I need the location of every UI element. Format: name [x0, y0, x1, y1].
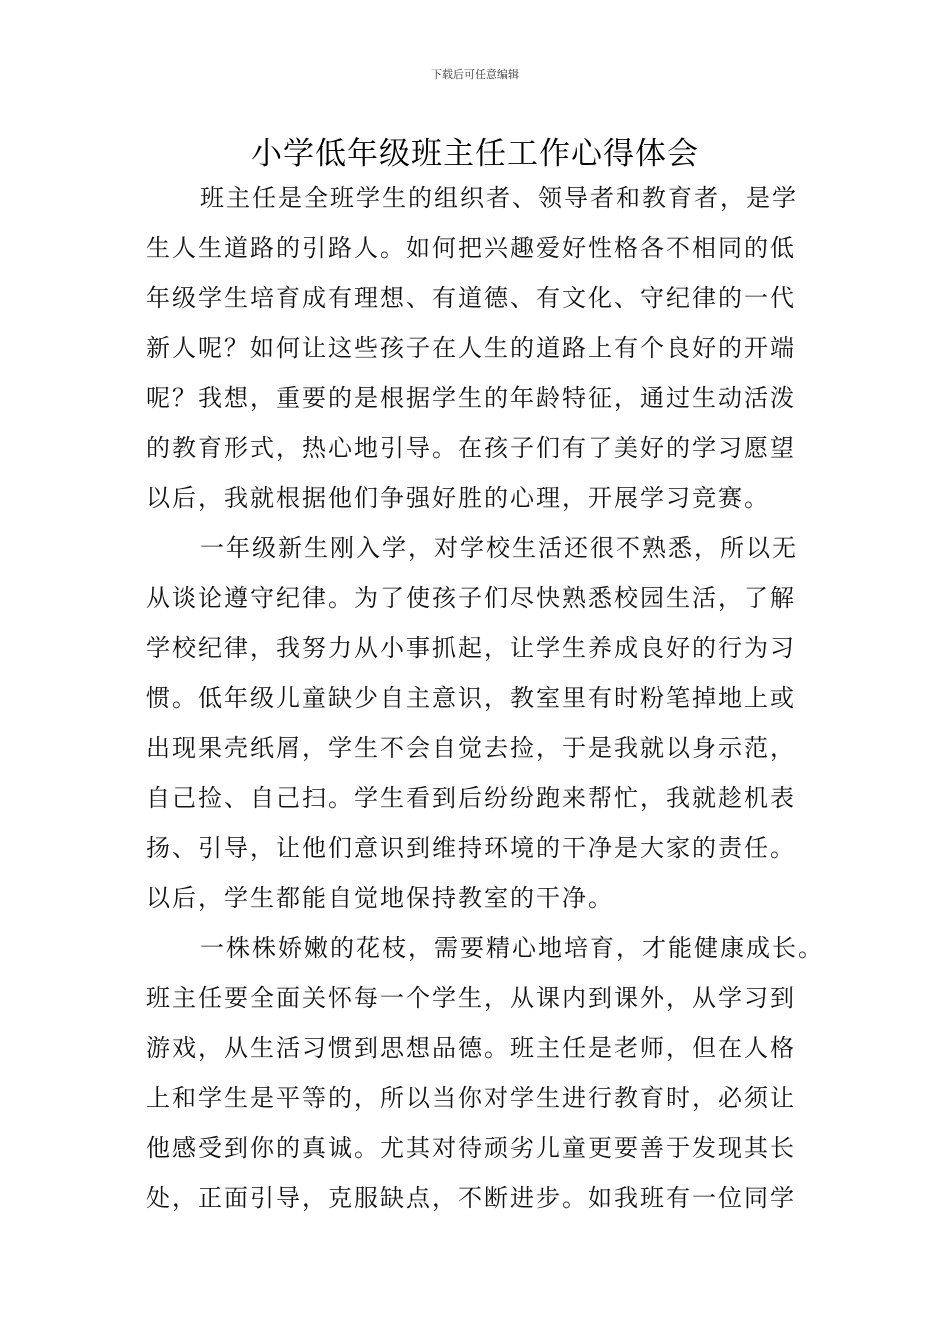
paragraph-line: 班主任要全面关怀每一个学生，从课内到课外，从学习到 [146, 984, 796, 1012]
paragraph-line: 一株株娇嫩的花枝，需要精心地培育，才能健康成长。 [200, 934, 824, 962]
paragraph-line: 上和学生是平等的，所以当你对学生进行教育时，必须让 [146, 1084, 796, 1112]
paragraph-line: 出现果壳纸屑，学生不会自觉去捡，于是我就以身示范， [146, 734, 796, 762]
paragraph-line: 年级学生培育成有理想、有道德、有文化、守纪律的一代 [146, 284, 796, 312]
paragraph-line: 扬、引导，让他们意识到维持环境的干净是大家的责任。 [146, 834, 796, 862]
paragraph-line: 他感受到你的真诚。尤其对待顽劣儿童更要善于发现其长 [146, 1134, 796, 1162]
paragraph-line: 一年级新生刚入学，对学校生活还很不熟悉，所以无 [200, 534, 798, 562]
paragraph-line: 班主任是全班学生的组织者、领导者和教育者，是学 [200, 184, 798, 212]
paragraph-line: 从谈论遵守纪律。为了使孩子们尽快熟悉校园生活，了解 [146, 584, 796, 612]
paragraph-line: 的教育形式，热心地引导。在孩子们有了美好的学习愿望 [146, 434, 796, 462]
paragraph-line: 以后，学生都能自觉地保持教室的干净。 [146, 884, 614, 912]
paragraph-line: 游戏，从生活习惯到思想品德。班主任是老师，但在人格 [146, 1034, 796, 1062]
paragraph-line: 学校纪律，我努力从小事抓起，让学生养成良好的行为习 [146, 634, 796, 662]
paragraph-line: 生人生道路的引路人。如何把兴趣爱好性格各不相同的低 [146, 234, 796, 262]
page-header-note: 下载后可任意编辑 [431, 68, 519, 81]
document-title: 小学低年级班主任工作心得体会 [251, 136, 699, 172]
paragraph-line: 自己捡、自己扫。学生看到后纷纷跑来帮忙，我就趁机表 [146, 784, 796, 812]
paragraph-line: 呢？我想，重要的是根据学生的年龄特征，通过生动活泼 [146, 384, 796, 412]
paragraph-line: 处，正面引导，克服缺点，不断进步。如我班有一位同学 [146, 1184, 796, 1212]
paragraph-line: 以后，我就根据他们争强好胜的心理，开展学习竞赛。 [146, 484, 770, 512]
paragraph-line: 惯。低年级儿童缺少自主意识，教室里有时粉笔掉地上或 [146, 684, 796, 712]
paragraph-line: 新人呢？如何让这些孩子在人生的道路上有个良好的开端 [146, 334, 796, 362]
